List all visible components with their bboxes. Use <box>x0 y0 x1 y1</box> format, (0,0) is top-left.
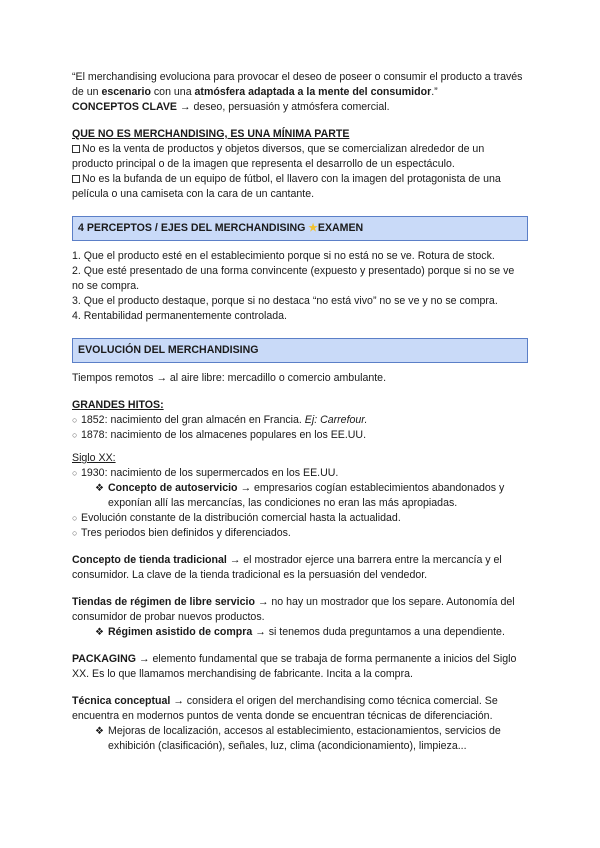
document-content <box>72 70 528 754</box>
siglo-text: Evolución constante de la distribución comercial hasta la actualidad. <box>81 512 401 524</box>
circle-bullet-icon: ○ <box>72 468 78 478</box>
tecnica-text: → considera el origen del merchandising como técnica comercial. Se encuentra en modernos puntos de venta donde se encuentran técnicas de diferenciación. <box>72 695 498 722</box>
siglo-item <box>72 511 528 526</box>
tienda-tradicional <box>72 553 528 583</box>
checkbox-icon <box>72 145 80 153</box>
quote-text: .” <box>431 86 438 98</box>
circle-bullet-icon: ○ <box>72 513 78 523</box>
intro-quote <box>72 70 528 100</box>
quote-text: con una <box>150 86 195 98</box>
hito-item <box>72 413 528 428</box>
tecnica-label: Técnica conceptual <box>72 695 171 707</box>
tiempos-remotos: Tiempos remotos → al aire libre: mercadillo o comercio ambulante. <box>72 372 387 384</box>
key-concepts-label: CONCEPTOS CLAVE <box>72 101 177 113</box>
circle-bullet-icon: ○ <box>72 415 78 425</box>
no-merch-text: No es la bufanda de un equipo de fútbol, el llavero con la imagen del protagonista de una película o una camiseta con la cara de un cantante. <box>72 173 501 200</box>
key-concepts <box>72 100 528 115</box>
siglo-heading: Siglo XX: <box>72 452 116 464</box>
quote-bold: atmósfera adaptada a la mente del consumidor <box>194 86 432 98</box>
hitos-heading: GRANDES HITOS: <box>72 399 164 411</box>
diamond-bullet-icon: ❖ <box>95 726 104 737</box>
autoservicio-item <box>72 481 528 511</box>
tradicional-label: Concepto de tienda tradicional <box>72 554 227 566</box>
hito-item <box>72 428 528 443</box>
perceptos-title: 4 PERCEPTOS / EJES DEL MERCHANDISING <box>78 222 309 234</box>
autoservicio-text: → empresarios cogían establecimientos abandonados y exponían allí las mercancías, las condiciones no eran las más apropiadas. <box>108 482 505 509</box>
checkbox-icon <box>72 175 80 183</box>
siglo-item <box>72 526 528 541</box>
hito-text: 1852: nacimiento del gran almacén en Francia. <box>81 414 305 426</box>
autoservicio-label: Concepto de autoservicio <box>108 482 238 494</box>
quote-text: “El merchandising evoluciona para provocar el deseo de poseer o consumir el producto a través de un <box>72 71 523 98</box>
packaging <box>72 652 528 682</box>
no-merch-item <box>72 172 528 202</box>
diamond-bullet-icon: ❖ <box>95 483 104 494</box>
star-icon: ★ <box>308 222 318 234</box>
no-merch-text: No es la venta de productos y objetos diversos, que se comercializan alrededor de un producto principal o de la imagen que representa el desarrollo de un espectáculo. <box>72 143 485 170</box>
siglo-text: 1930: nacimiento de los supermercados en los EE.UU. <box>81 467 339 479</box>
no-merch-heading: QUE NO ES MERCHANDISING, ES UNA MÍNIMA PARTE <box>72 128 350 140</box>
tecnica-sub <box>72 724 528 754</box>
quote-bold: escenario <box>101 86 151 98</box>
regimen-asistido <box>72 625 528 640</box>
no-merch-item <box>72 142 528 172</box>
hito-example: Ej: Carrefour. <box>304 414 368 426</box>
tecnica-conceptual <box>72 694 528 724</box>
libre-label: Tiendas de régimen de libre servicio <box>72 596 255 608</box>
exam-label: EXAMEN <box>317 222 364 234</box>
libre-text: → no hay un mostrador que los separe. Autonomía del consumidor de probar nuevos productos. <box>72 596 515 623</box>
evolucion-box: EVOLUCIÓN DEL MERCHANDISING <box>72 338 528 363</box>
percepto-item: 1. Que el producto esté en el establecimiento porque si no está no se ve. Rotura de stock. <box>72 250 495 262</box>
hito-text: 1878: nacimiento de los almacenes populares en los EE.UU. <box>81 429 367 441</box>
circle-bullet-icon: ○ <box>72 430 78 440</box>
percepto-item: 3. Que el producto destaque, porque si no destaca “no está vivo” no se ve y no se compra. <box>72 295 498 307</box>
libre-servicio <box>72 595 528 625</box>
siglo-item <box>72 466 528 481</box>
packaging-text: → elemento fundamental que se trabaja de forma permanente a inicios del Siglo XX. Es lo que llamamos merchandising de fabricante. Incita a la compra. <box>72 653 517 680</box>
perceptos-box <box>72 216 528 241</box>
asistido-label: Régimen asistido de compra <box>108 626 253 638</box>
circle-bullet-icon: ○ <box>72 528 78 538</box>
packaging-label: PACKAGING <box>72 653 136 665</box>
percepto-item: 4. Rentabilidad permanentemente controlada. <box>72 310 287 322</box>
tradicional-text: → el mostrador ejerce una barrera entre la mercancía y el consumidor. La clave de la tienda tradicional es la persuasión del vendedor. <box>72 554 502 581</box>
key-concepts-text: → deseo, persuasión y atmósfera comercial. <box>176 101 390 113</box>
asistido-text: → si tenemos duda preguntamos a una dependiente. <box>252 626 505 638</box>
tecnica-sub-text: Mejoras de localización, accesos al establecimiento, estacionamientos, servicios de exhibición (clasificación), señales, luz, clima (acondicionamiento), limpieza... <box>108 725 501 752</box>
percepto-item: 2. Que esté presentado de una forma convincente (expuesto y presentado) porque si no se ve no se compra. <box>72 265 515 292</box>
siglo-text: Tres periodos bien definidos y diferenciados. <box>81 527 291 539</box>
diamond-bullet-icon: ❖ <box>95 627 104 638</box>
